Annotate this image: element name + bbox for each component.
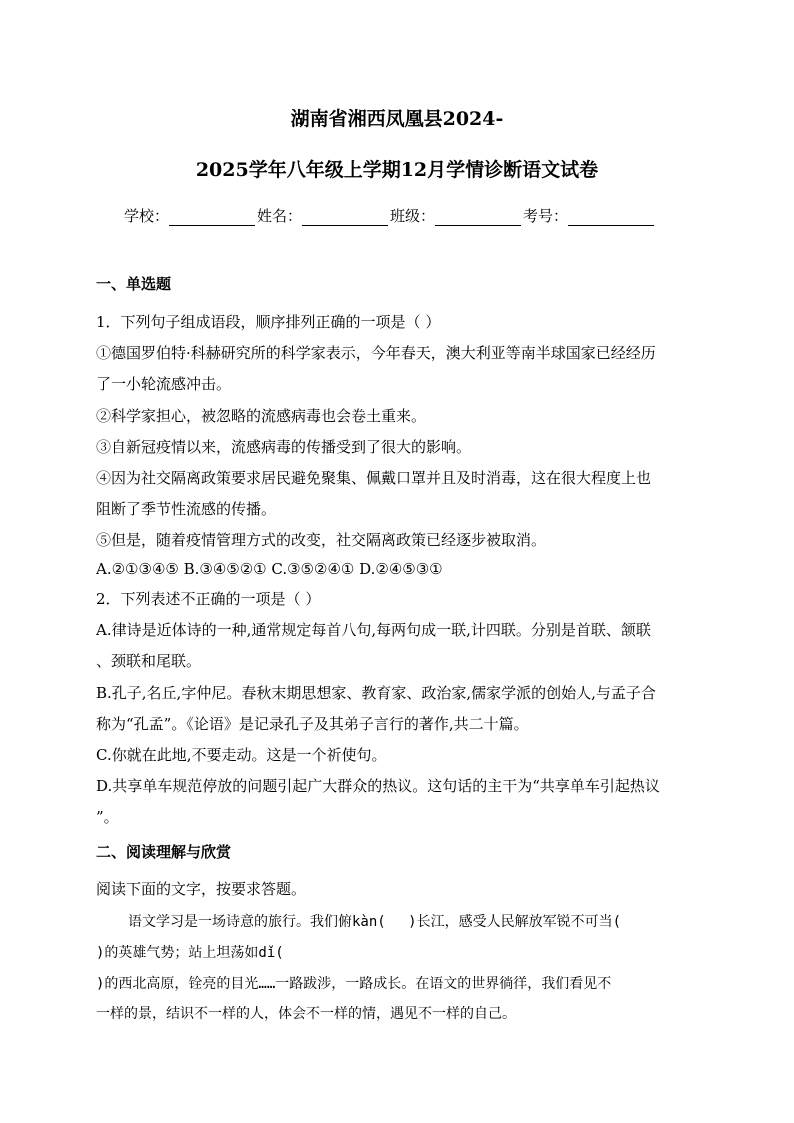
reading-passage-line-1: 语文学习是一场诗意的旅行。我们俯kàn( )长江，感受人民解放军锐不可当( (128, 914, 621, 930)
reading-passage-line-3: )的西北高原，铨亮的目光……一路跋涉，一路成长。在语文的世界徜徉，我们看见不 (96, 976, 612, 992)
q1-sentence-4: ④因为社交隔离政策要求居民避免聚集、佩戴口罩并且及时消毒，这在很大程度上也 (96, 469, 652, 487)
section-heading-reading: 二、阅读理解与欣赏 (96, 843, 232, 861)
student-info-row (124, 205, 656, 226)
section-heading-single-choice: 一、单选题 (96, 275, 172, 293)
q1-options: A.②①③④⑤ B.③④⑤②① C.③⑤②④① D.②④⑤③① (96, 560, 443, 578)
number-label: 考号： (523, 207, 569, 225)
q2-option-d: D.共享单车规范停放的问题引起广大群众的热议。这句话的主干为“共享单车引起热议 (96, 777, 660, 795)
q2-option-d-cont: ”。 (96, 808, 119, 826)
class-label: 班级： (390, 207, 436, 225)
q1-sentence-4-cont: 阻断了季节性流感的传播。 (96, 500, 277, 518)
q1-sentence-2: ②科学家担心，被忽略的流感病毒也会卷土重来。 (96, 407, 427, 425)
q1-sentence-1-cont: 了一小轮流感冲击。 (96, 375, 232, 393)
q2-option-c: C.你就在此地,不要走动。这是一个祈使句。 (96, 746, 387, 764)
q2-option-a-cont: 、颈联和尾联。 (96, 652, 202, 670)
name-blank[interactable] (302, 210, 388, 226)
q2-option-a: A.律诗是近体诗的一种,通常规定每首八句,每两句成一联,计四联。分别是首联、颔联 (96, 621, 651, 639)
q2-option-b-cont: 称为“孔孟”。《论语》是记录孔子及其弟子言行的著作,共二十篇。 (96, 715, 529, 733)
exam-title-line1: 湖南省湘西凤凰县2024- (290, 108, 504, 130)
q1-sentence-1: ①德国罗伯特·科赫研究所的科学家表示，今年春天，澳大利亚等南半球国家已经经历 (96, 344, 656, 362)
reading-instruction: 阅读下面的文字，按要求答题。 (96, 880, 307, 898)
q1-sentence-5: ⑤但是，随着疫情管理方式的改变，社交隔离政策已经逐步被取消。 (96, 531, 547, 549)
name-label: 姓名： (257, 207, 303, 225)
reading-passage-line-4: 一样的景，结识不一样的人，体会不一样的情，遇见不一样的自己。 (96, 1006, 516, 1022)
class-blank[interactable] (435, 210, 521, 226)
exam-title-line2: 2025学年八年级上学期12月学情诊断语文试卷 (195, 159, 599, 181)
question-2-stem: 2．下列表述不正确的一项是（ ） (96, 590, 321, 608)
q1-sentence-3: ③自新冠疫情以来，流感病毒的传播受到了很大的影响。 (96, 438, 472, 456)
number-blank[interactable] (568, 210, 654, 226)
school-blank[interactable] (169, 210, 255, 226)
school-label: 学校： (124, 207, 170, 225)
reading-passage-line-2: )的英雄气势；站上坦荡如dǐ( (96, 945, 284, 961)
q2-option-b: B.孔子,名丘,字仲尼。春秋末期思想家、教育家、政治家,儒家学派的创始人,与孟子合 (96, 684, 656, 702)
question-1-stem: 1．下列句子组成语段，顺序排列正确的一项是（ ） (96, 313, 441, 331)
